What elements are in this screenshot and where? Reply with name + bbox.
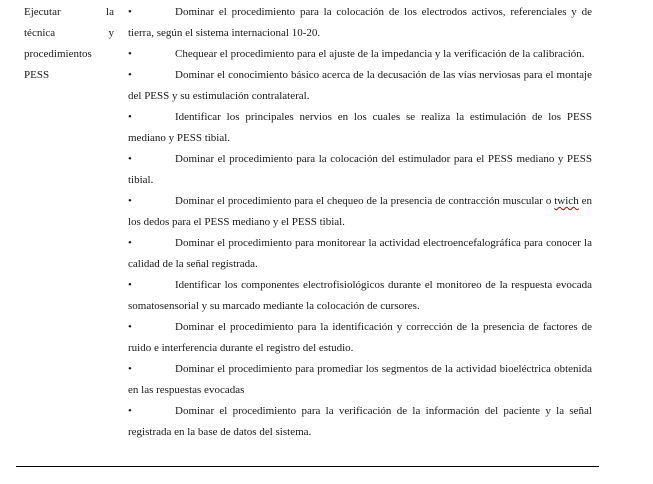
left-word-tecnica: técnica [24,27,56,39]
list-item [128,275,592,317]
list-item-text: Identificar los principales nervios en los cuales se realiza la estimulación de los PESS mediano y PESS tibial. [128,111,592,144]
list-item [128,2,592,44]
bullet-icon: • [128,69,132,81]
list-item-text: Dominar el procedimiento para la verificación de la información del paciente y la señal registrada en la base de datos del sistema. [128,405,592,438]
bullet-icon: • [128,111,132,123]
bullet-icon: • [128,321,132,333]
table-left-cell [24,2,114,86]
left-word-la: la [106,6,114,18]
list-item-text: Dominar el procedimiento para promediar los segmentos de la actividad bioeléctrica obtenida en las respuestas evocadas [128,363,592,396]
list-item [128,65,592,107]
list-item [128,359,592,401]
spellcheck-flagged-word: twich [554,195,579,207]
list-item-text: Dominar el procedimiento para el chequeo de la presencia de contracción muscular o twich en los dedos para el PESS mediano y el PESS tibial. [128,195,592,228]
list-item-text: Dominar el procedimiento para la colocación del estimulador para el PESS mediano y PESS tibial. [128,153,592,186]
table-right-cell [128,2,592,443]
list-item [128,44,592,65]
bullet-icon: • [128,363,132,375]
table-bottom-border [16,466,599,467]
bullet-icon: • [128,48,132,60]
bullet-icon: • [128,405,132,417]
left-cell-line-2 [24,23,114,44]
bullet-icon: • [128,279,132,291]
list-item-text: Dominar el procedimiento para monitorear la actividad electroencefalográfica para conocer la calidad de la señal registrada. [128,237,592,270]
list-item [128,317,592,359]
left-cell-line-4: PESS [24,69,50,81]
list-item [128,107,592,149]
bullet-icon: • [128,153,132,165]
left-word-y: y [108,27,114,39]
bullet-icon: • [128,195,132,207]
bullet-icon: • [128,237,132,249]
list-item-text: Dominar el procedimiento para la colocación de los electrodos activos, referenciales y de tierra, según el sistema internacional 10-20. [128,6,592,39]
list-item [128,191,592,233]
list-item [128,149,592,191]
bullet-icon: • [128,6,132,18]
left-word-ejecutar: Ejecutar [24,6,61,18]
list-item [128,401,592,443]
list-item-text: Dominar el conocimiento básico acerca de la decusación de las vías nerviosas para el montaje del PESS y su estimulación contralateral. [128,69,592,102]
left-cell-line-3: procedimientos [24,48,92,60]
left-cell-line-1 [24,2,114,23]
list-item [128,233,592,275]
list-item-text: Identificar los componentes electrofisiológicos durante el monitoreo de la respuesta evocada somatosensorial y su marcado mediante la colocación de cursores. [128,279,592,312]
list-item-text: Chequear el procedimiento para el ajuste de la impedancia y la verificación de la calibración. [175,48,585,60]
list-item-text: Dominar el procedimiento para la identificación y corrección de la presencia de factores de ruido e interferencia durante el registro del estudio. [128,321,592,354]
